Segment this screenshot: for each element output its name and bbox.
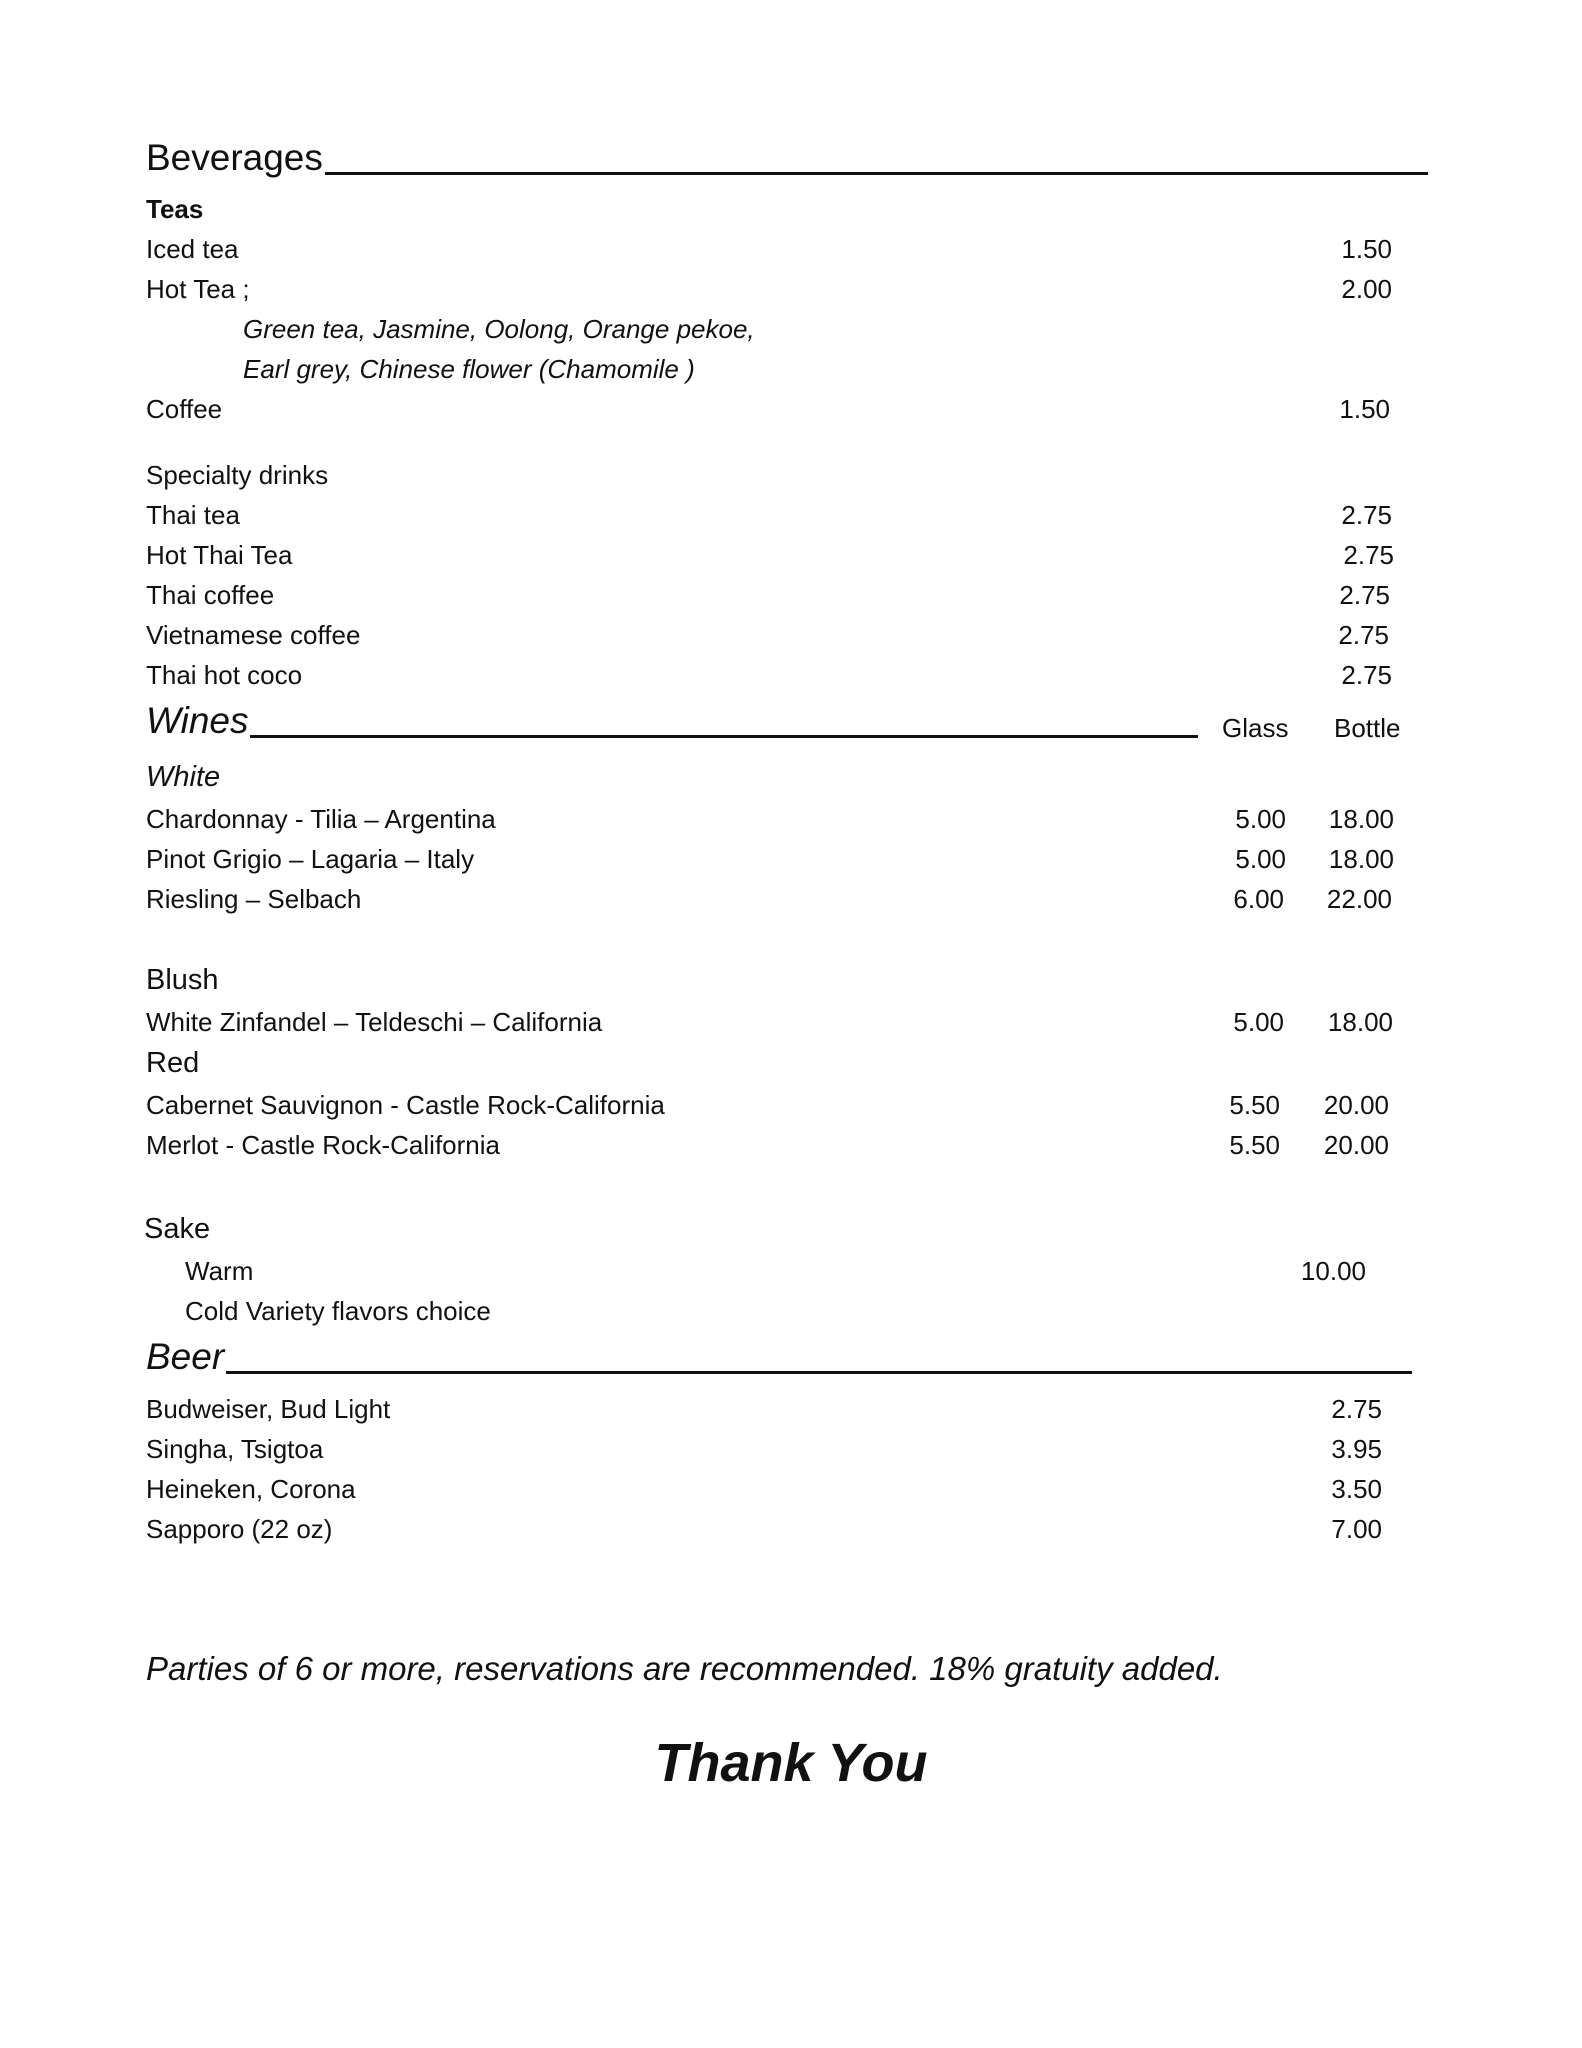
list-item: Vietnamese coffee — [146, 620, 361, 650]
iced-tea-price: 1.50 — [1341, 234, 1392, 264]
glass-price: 5.00 — [1235, 844, 1286, 874]
list-item-price: 2.75 — [1339, 580, 1390, 610]
sake-warm-price: 10.00 — [1300, 1256, 1366, 1286]
list-item-price: 2.75 — [1341, 500, 1392, 530]
bottle-price: 22.00 — [1326, 884, 1392, 914]
teas-heading: Teas — [146, 194, 204, 224]
list-item: Singha, Tsigtoa — [146, 1434, 324, 1464]
list-item: Thai tea — [146, 500, 240, 530]
beverages-title: Beverages — [146, 137, 323, 178]
wines-title: Wines — [146, 700, 249, 741]
sake-cold-name: Cold Variety flavors choice — [185, 1296, 491, 1326]
beer-title: Beer — [146, 1336, 225, 1377]
iced-tea-name: Iced tea — [146, 234, 239, 264]
list-item-price: 2.75 — [1338, 620, 1389, 650]
list-item: Heineken, Corona — [146, 1474, 356, 1504]
bottle-price: 20.00 — [1323, 1090, 1389, 1120]
white-wine-heading: White — [146, 761, 221, 793]
bottle-price: 18.00 — [1328, 804, 1394, 834]
thank-you-text: Thank You — [654, 1733, 928, 1793]
list-item: Thai hot coco — [146, 660, 303, 690]
beverages-rule — [325, 172, 1428, 175]
blush-wine-heading: Blush — [146, 964, 219, 996]
list-item: Sapporo (22 oz) — [146, 1514, 333, 1544]
list-item-price: 2.75 — [1341, 660, 1392, 690]
hot-tea-price: 2.00 — [1341, 274, 1392, 304]
list-item: Riesling – Selbach — [146, 884, 362, 914]
list-item: White Zinfandel – Teldeschi – California — [146, 1007, 603, 1037]
bottle-price: 18.00 — [1327, 1007, 1393, 1037]
list-item: Merlot - Castle Rock-California — [146, 1130, 500, 1160]
list-item-price: 3.95 — [1331, 1434, 1382, 1464]
bottle-column-header: Bottle — [1334, 713, 1401, 743]
reservation-note: Parties of 6 or more, reservations are recommended. 18% gratuity added. — [146, 1650, 1223, 1687]
coffee-price: 1.50 — [1339, 394, 1390, 424]
glass-price: 5.50 — [1229, 1130, 1280, 1160]
list-item: Pinot Grigio – Lagaria – Italy — [146, 844, 475, 874]
sake-warm-name: Warm — [185, 1256, 254, 1286]
list-item: Cabernet Sauvignon - Castle Rock-California — [146, 1090, 665, 1120]
wines-rule — [250, 735, 1198, 738]
glass-price: 5.00 — [1233, 1007, 1284, 1037]
glass-column-header: Glass — [1222, 713, 1289, 743]
glass-price: 6.00 — [1233, 884, 1284, 914]
sake-heading: Sake — [144, 1213, 211, 1245]
list-item-price: 7.00 — [1331, 1514, 1382, 1544]
list-item-price: 2.75 — [1331, 1394, 1382, 1424]
hot-tea-varieties-line-2: Earl grey, Chinese flower (Chamomile ) — [243, 354, 695, 384]
bottle-price: 20.00 — [1323, 1130, 1389, 1160]
red-wine-heading: Red — [146, 1047, 200, 1079]
glass-price: 5.00 — [1235, 804, 1286, 834]
beer-rule — [226, 1371, 1412, 1374]
beverages-heading — [146, 136, 1428, 180]
wines-heading — [146, 699, 1198, 743]
list-item: Budweiser, Bud Light — [146, 1394, 391, 1424]
hot-tea-varieties-line-1: Green tea, Jasmine, Oolong, Orange pekoe, — [243, 314, 755, 344]
list-item: Thai coffee — [146, 580, 275, 610]
glass-price: 5.50 — [1229, 1090, 1280, 1120]
beer-heading — [146, 1335, 1412, 1379]
specialty-heading: Specialty drinks — [146, 460, 329, 490]
list-item: Chardonnay - Tilia – Argentina — [146, 804, 496, 834]
hot-tea-name: Hot Tea ; — [146, 274, 250, 304]
list-item: Hot Thai Tea — [146, 540, 293, 570]
bottle-price: 18.00 — [1328, 844, 1394, 874]
coffee-name: Coffee — [146, 394, 223, 424]
list-item-price: 3.50 — [1331, 1474, 1382, 1504]
list-item-price: 2.75 — [1343, 540, 1394, 570]
